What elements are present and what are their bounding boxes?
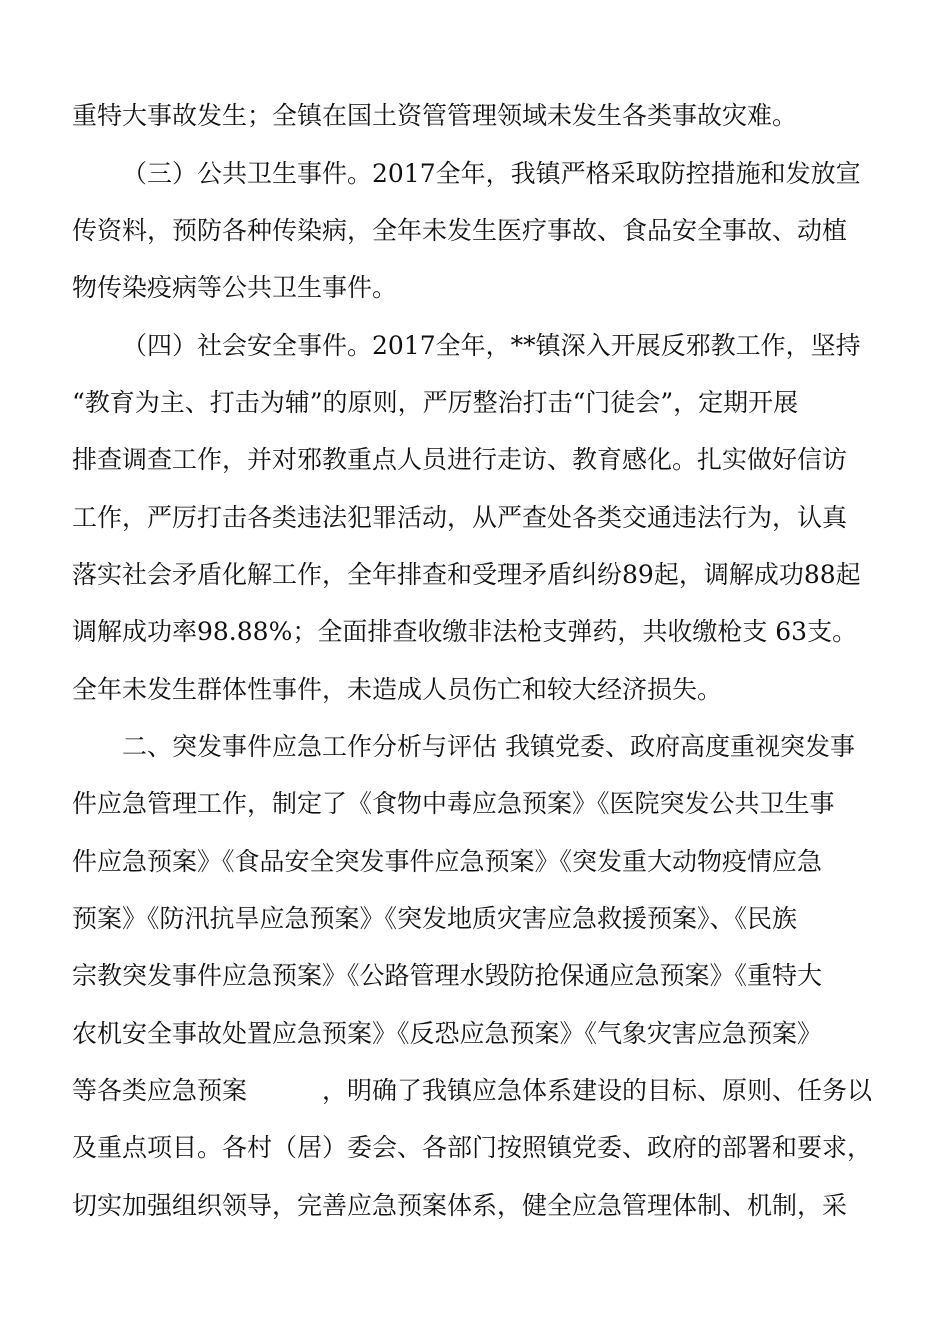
text-line: 件应急管理工作，制定了《食物中毒应急预案》《医院突发公共卫生事	[72, 789, 835, 818]
text-line: 件应急预案》《食品安全突发事件应急预案》《突发重大动物疫情应急	[72, 847, 823, 876]
text-line: 宗教突发事件应急预案》《公路管理水毁防抢保通应急预案》《重特大	[72, 961, 823, 990]
text-line: 工作，严厉打击各类违法犯罪活动，从严查处各类交通违法行为，认真	[72, 503, 848, 532]
text-line: 传资料，预防各种传染病，全年未发生医疗事故、食品安全事故、动植	[72, 216, 848, 245]
text-line: 落实社会矛盾化解工作，全年排查和受理矛盾纠纷89起，调解成功88起	[72, 560, 861, 589]
text-line: 切实加强组织领导，完善应急预案体系，健全应急管理体制、机制，采	[72, 1191, 848, 1220]
text-line: （四）社会安全事件。2017全年，**镇深入开展反邪教工作，坚持	[122, 331, 861, 360]
text-line: 农机安全事故处置应急预案》《反恐应急预案》《气象灾害应急预案》	[72, 1019, 823, 1048]
text-line: （三）公共卫生事件。2017全年，我镇严格采取防控措施和发放宣	[122, 159, 861, 188]
text-line: 预案》《防汛抗旱应急预案》《突发地质灾害应急救援预案》、《民族	[72, 904, 798, 933]
text-line: “教育为主、打击为辅”的原则，严厉整治打击“门徒会”，定期开展	[72, 388, 799, 417]
text-line: 排查调查工作，并对邪教重点人员进行走访、教育感化。扎实做好信访	[72, 445, 848, 474]
text-line: 物传染疫病等公共卫生事件。	[72, 273, 398, 302]
text-line: 及重点项目。各村（居）委会、各部门按照镇党委、政府的部署和要求，	[72, 1133, 873, 1162]
text-line: 调解成功率98.88%；全面排查收缴非法枪支弹药，共收缴枪支 63支。	[72, 617, 858, 646]
text-line: 全年未发生群体性事件，未造成人员伤亡和较大经济损失。	[72, 675, 723, 704]
text-line: 重特大事故发生；全镇在国土资管管理领域未发生各类事故灾难。	[72, 101, 798, 130]
text-line: 二、突发事件应急工作分析与评估 我镇党委、政府高度重视突发事	[122, 732, 855, 761]
text-line: 等各类应急预案 ，明确了我镇应急体系建设的目标、原则、任务以	[72, 1076, 873, 1105]
